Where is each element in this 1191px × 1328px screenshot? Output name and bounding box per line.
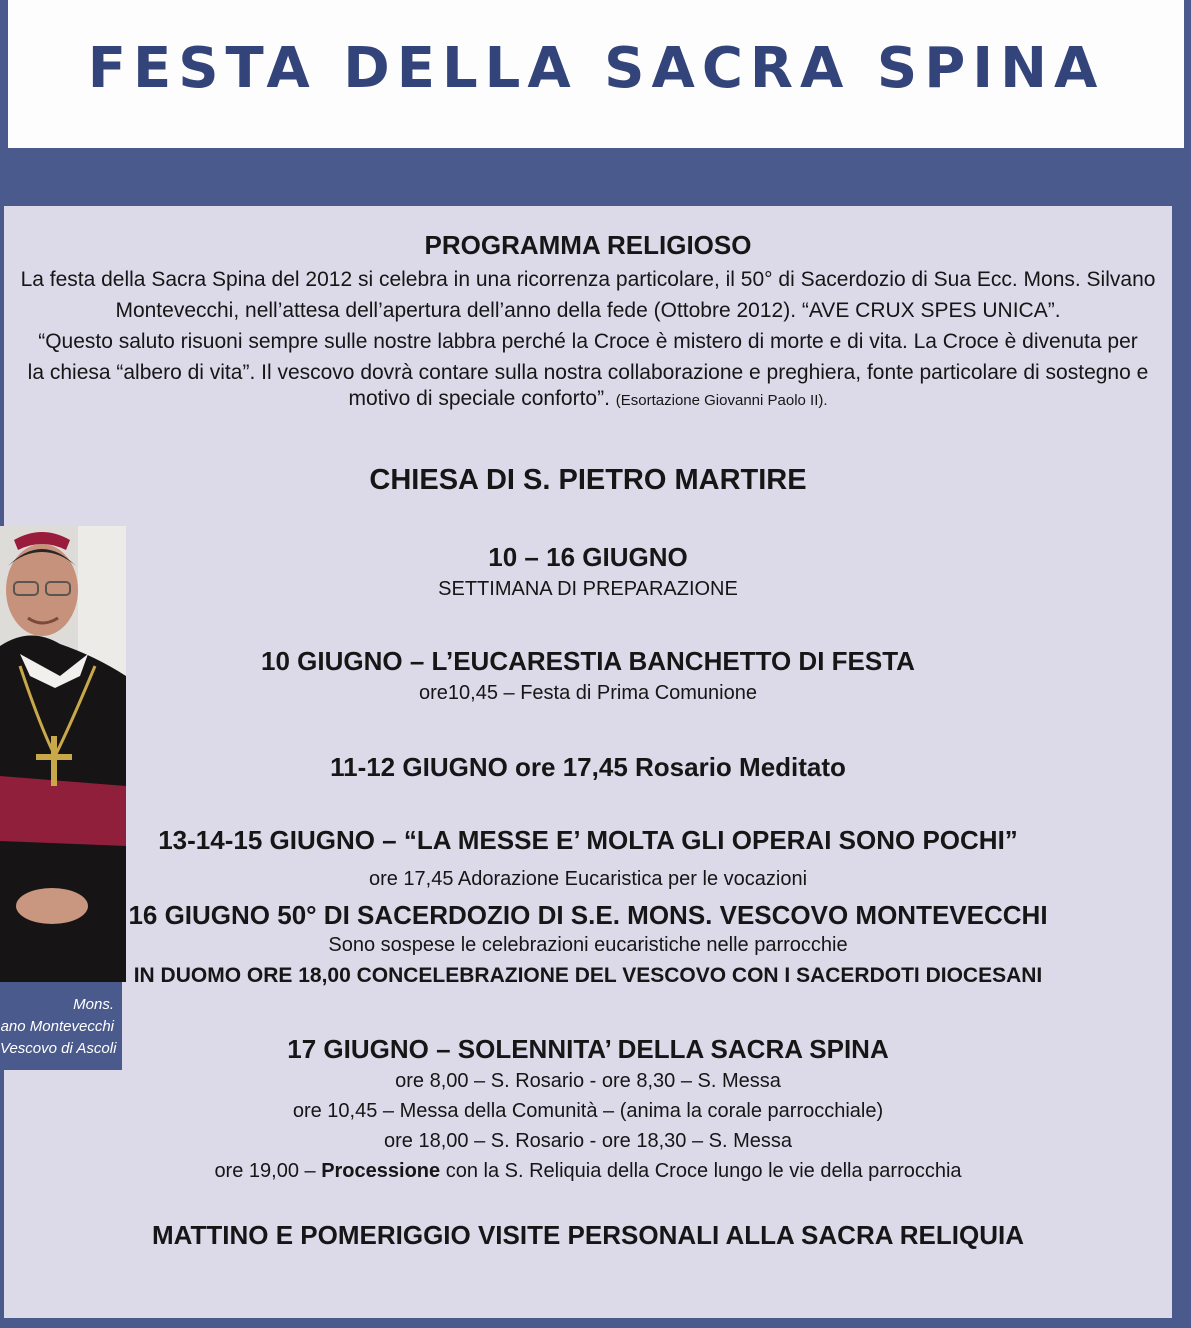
program-panel xyxy=(4,206,1172,1318)
jun17-line-2: ore 10,45 – Messa della Comunità – (anima la corale parrocchiale) xyxy=(292,1100,884,1122)
jun13-subtitle: ore 17,45 Adorazione Eucaristica per le vocazioni xyxy=(368,868,808,890)
page-title: FESTA DELLA SACRA SPINA xyxy=(87,36,1105,101)
jun17-line-3: ore 18,00 – S. Rosario - ore 18,30 – S. Messa xyxy=(384,1130,792,1152)
jun10-subtitle: ore10,45 – Festa di Prima Comunione xyxy=(419,682,757,704)
header xyxy=(8,0,1184,148)
intro-source: (Esortazione Giovanni Paolo II). xyxy=(615,392,828,409)
bishop-photo xyxy=(0,526,126,982)
jun17-title: 17 GIUGNO – SOLENNITA’ DELLA SACRA SPINA xyxy=(287,1034,889,1064)
photo-caption xyxy=(0,982,122,1070)
jun11-title: 11-12 GIUGNO ore 17,45 Rosario Meditato xyxy=(330,752,846,782)
jun17-line-4 xyxy=(4,1160,1172,1183)
church-title: CHIESA DI S. PIETRO MARTIRE xyxy=(369,464,807,496)
intro-line-2: Montevecchi, nell’attesa dell’apertura dell’anno della fede (Ottobre 2012). “AVE CRUX SPES UNICA”. xyxy=(115,299,1061,322)
jun16-note: IN DUOMO ORE 18,00 CONCELEBRAZIONE DEL VESCOVO CON I SACERDOTI DIOCESANI xyxy=(133,964,1043,987)
procession-label: Processione xyxy=(321,1160,441,1182)
week-title: 10 – 16 GIUGNO xyxy=(488,542,688,572)
bishop-portrait-illustration xyxy=(0,526,126,982)
intro-line-5 xyxy=(4,383,1172,416)
jun17-line-4-rest: con la S. Reliquia della Croce lungo le vie della parrocchia xyxy=(440,1160,962,1182)
jun17-line-4-time: ore 19,00 – xyxy=(214,1160,322,1182)
intro-line-3: “Questo saluto risuoni sempre sulle nostre labbra perché la Croce è mistero di morte e di vita. La Croce è divenuta per xyxy=(38,330,1138,353)
jun10-title: 10 GIUGNO – L’EUCARESTIA BANCHETTO DI FESTA xyxy=(261,646,915,676)
closing-line: MATTINO E POMERIGGIO VISITE PERSONALI ALLA SACRA RELIQUIA xyxy=(152,1220,1024,1250)
intro-line-4: la chiesa “albero di vita”. Il vescovo dovrà contare sulla nostra collaborazione e preghiera, fonte particolare di sostegno e xyxy=(27,361,1149,384)
jun16-subtitle: Sono sospese le celebrazioni eucaristiche nelle parrocchie xyxy=(328,934,848,956)
caption-line-1: Mons. xyxy=(73,996,114,1013)
caption-line-2: ano Montevecchi xyxy=(0,1018,114,1035)
intro-line-1: La festa della Sacra Spina del 2012 si celebra in una ricorrenza particolare, il 50° di Sacerdozio di Sua Ecc. Mons. Silvano xyxy=(20,268,1156,291)
blue-band xyxy=(0,148,1191,206)
jun16-title: 16 GIUGNO 50° DI SACERDOZIO DI S.E. MONS. VESCOVO MONTEVECCHI xyxy=(128,900,1048,930)
caption-line-3: Vescovo di Ascoli xyxy=(0,1040,117,1057)
jun17-line-1: ore 8,00 – S. Rosario - ore 8,30 – S. Messa xyxy=(395,1070,781,1092)
intro-quote-end: motivo di speciale conforto”. xyxy=(348,387,610,410)
week-subtitle: SETTIMANA DI PREPARAZIONE xyxy=(438,578,738,600)
program-heading: PROGRAMMA RELIGIOSO xyxy=(424,230,752,260)
jun13-title: 13-14-15 GIUGNO – “LA MESSE E’ MOLTA GLI OPERAI SONO POCHI” xyxy=(158,825,1018,855)
